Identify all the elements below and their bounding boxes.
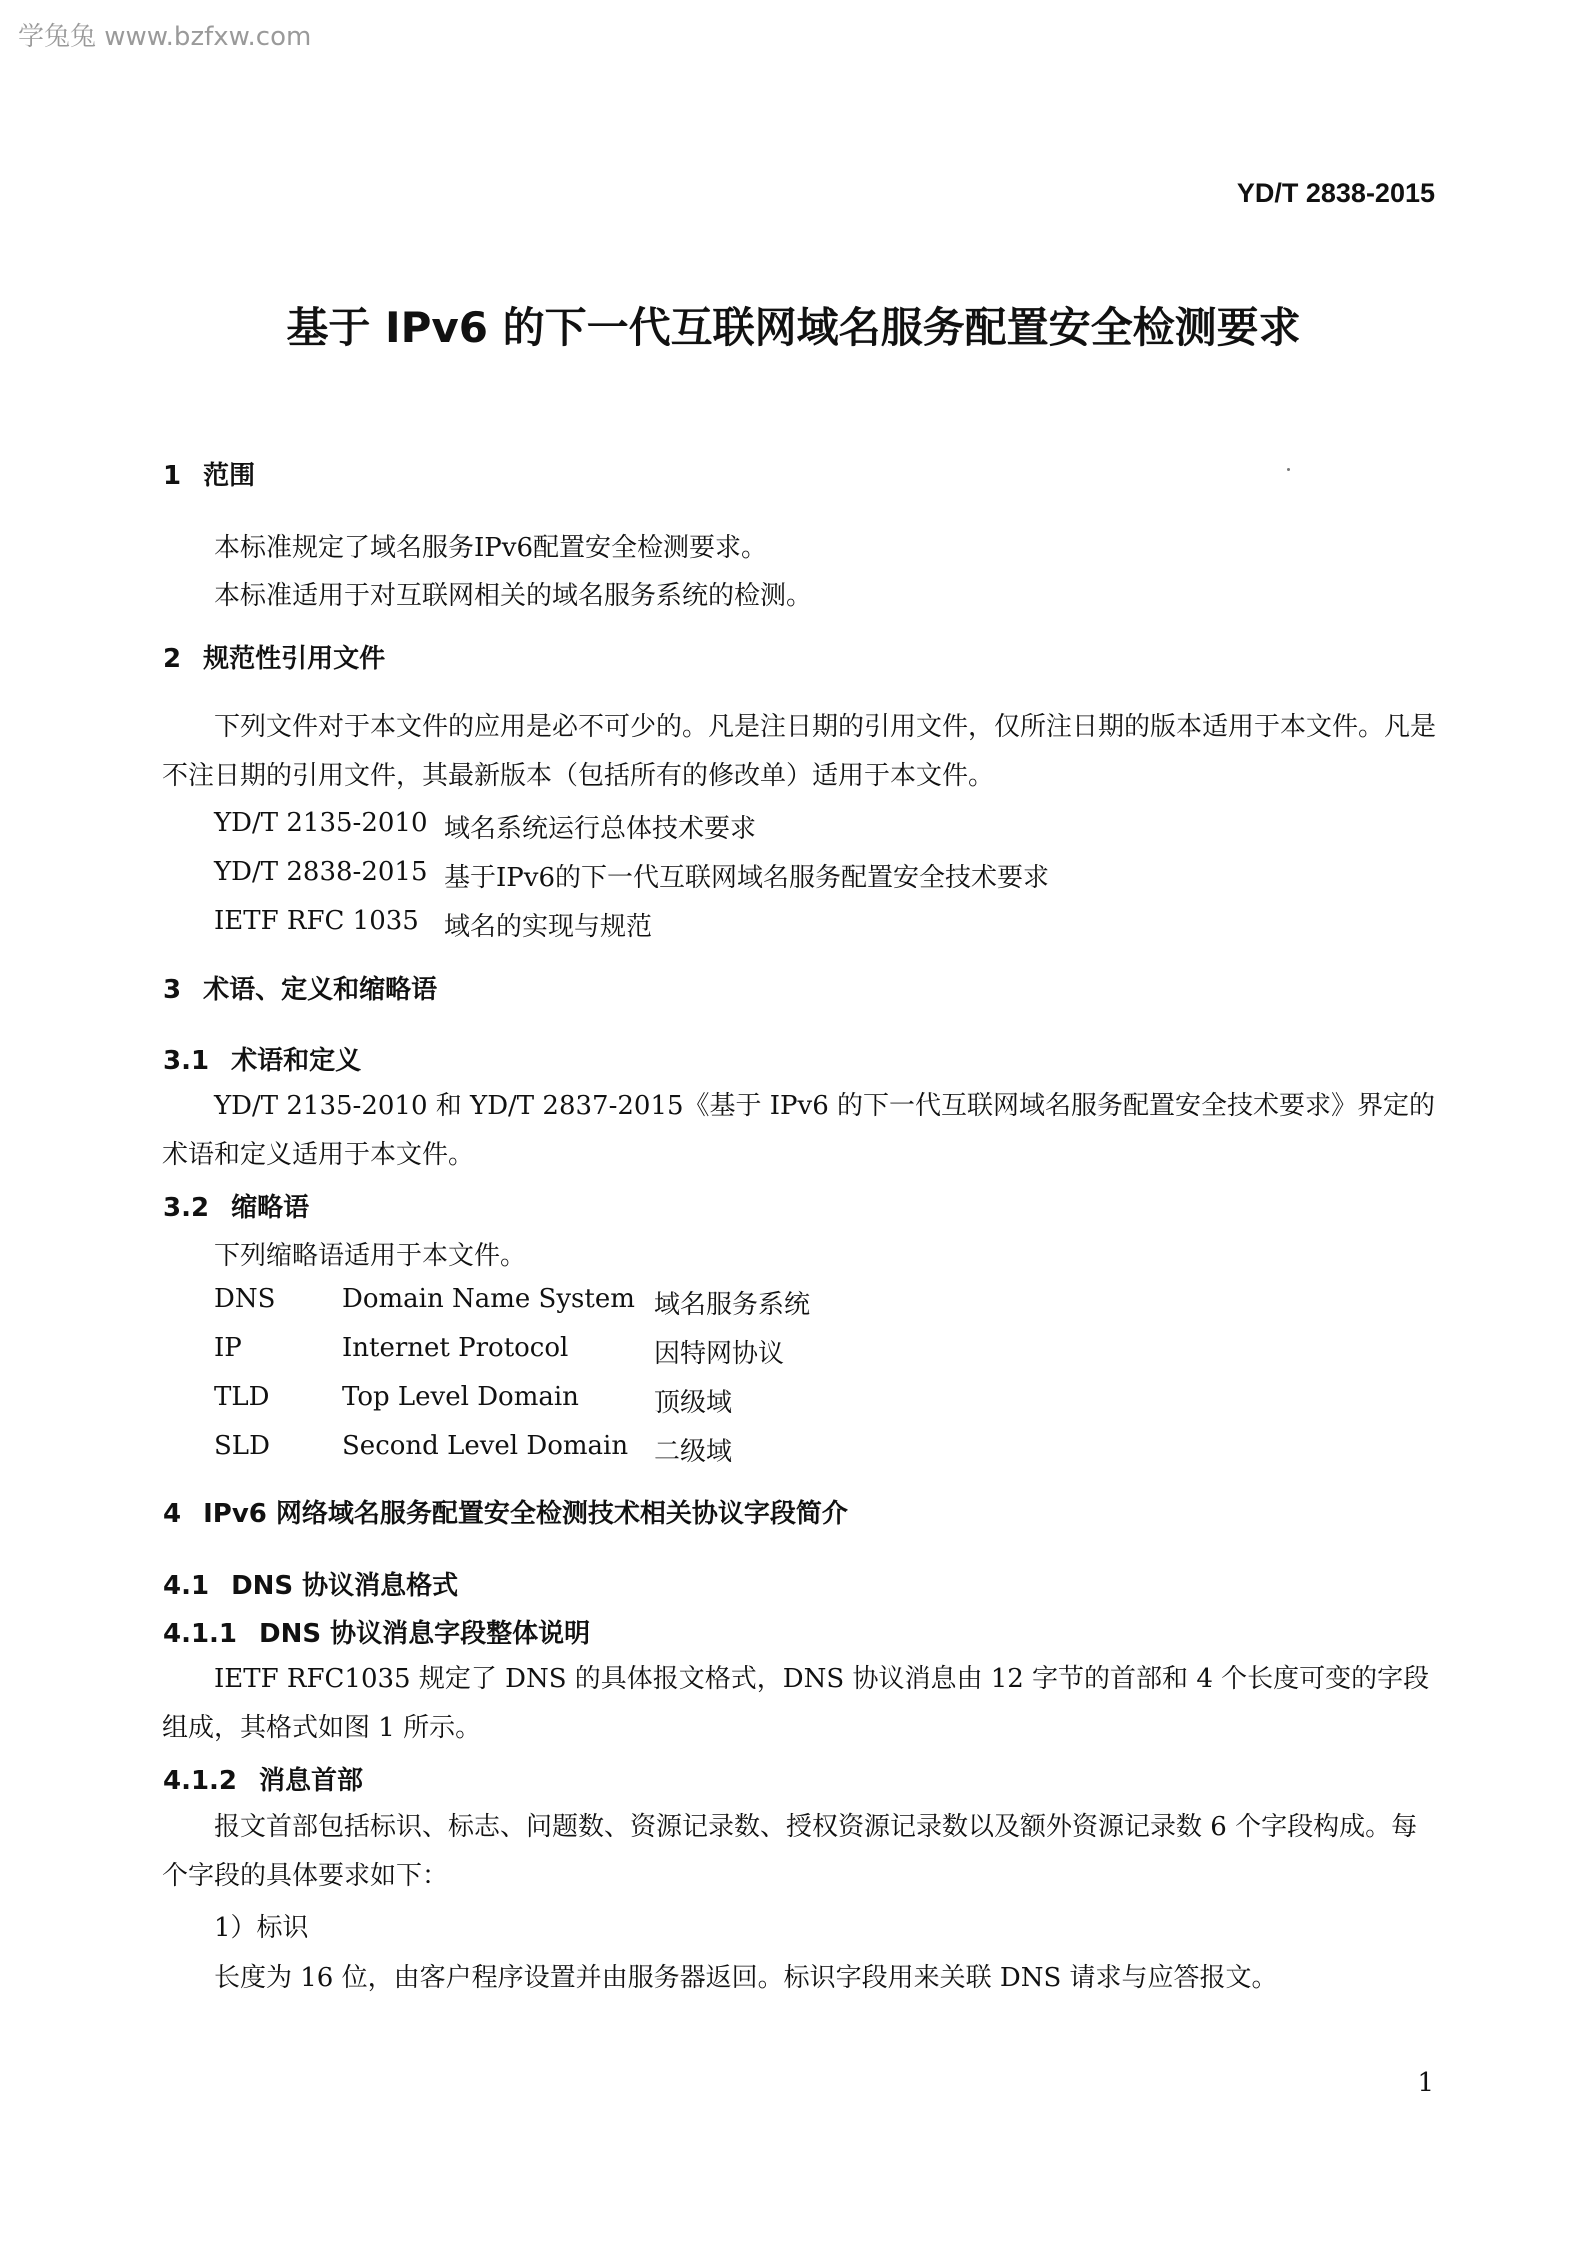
abbreviation-full: Second Level Domain — [342, 1431, 629, 1461]
section-3-2-heading — [163, 1187, 309, 1224]
section-3-heading — [163, 969, 437, 1006]
section-number: 4.1.1 — [163, 1619, 238, 1649]
paragraph: 报文首部包括标识、标志、问题数、资源记录数、授权资源记录数以及额外资源记录数 6 个字段构成。每个字段的具体要求如下： — [162, 1812, 1418, 1891]
section-number: 3.1 — [163, 1046, 210, 1076]
section-number: 4.1 — [163, 1571, 210, 1601]
section-number: 4.1.2 — [163, 1766, 238, 1796]
section-4-1-2-heading — [163, 1760, 363, 1797]
reference-title: 基于IPv6的下一代互联网域名服务配置安全技术要求 — [444, 863, 1049, 893]
standard-code: YD/T 2838-2015 — [1236, 178, 1435, 208]
section-4-heading — [163, 1493, 848, 1530]
section-title: IPv6 网络域名服务配置安全检测技术相关协议字段简介 — [203, 1499, 848, 1529]
abbreviation-cn: 域名服务系统 — [654, 1290, 811, 1320]
section-title: 消息首部 — [259, 1766, 364, 1796]
abbreviation-cn: 二级域 — [654, 1437, 733, 1467]
section-4-1-1-heading — [163, 1613, 590, 1650]
abbreviation: TLD — [214, 1382, 270, 1412]
section-1-heading — [163, 455, 255, 492]
reference-title: 域名的实现与规范 — [444, 912, 653, 942]
document-title: 基于 IPv6 的下一代互联网域名服务配置安全检测要求 — [286, 303, 1301, 352]
section-title: DNS 协议消息字段整体说明 — [259, 1619, 591, 1649]
section-3-1-heading — [163, 1040, 361, 1077]
abbreviation-cn: 顶级域 — [654, 1388, 733, 1418]
paragraph: IETF RFC1035 规定了 DNS 的具体报文格式，DNS 协议消息由 12 字节的首部和 4 个长度可变的字段组成，其格式如图 1 所示。 — [162, 1664, 1430, 1743]
section-title: 术语、定义和缩略语 — [203, 975, 438, 1005]
reference-code: YD/T 2838-2015 — [214, 857, 428, 887]
section-title: DNS 协议消息格式 — [231, 1571, 459, 1601]
section-title: 术语和定义 — [231, 1046, 362, 1076]
section-number: 3 — [163, 975, 182, 1005]
section-number: 3.2 — [163, 1193, 210, 1223]
section-number: 2 — [163, 644, 182, 674]
section-title: 范围 — [203, 461, 256, 491]
paragraph: 长度为 16 位，由客户程序设置并由服务器返回。标识字段用来关联 DNS 请求与应答报文。 — [214, 1963, 1278, 1993]
reference-code: YD/T 2135-2010 — [214, 808, 428, 838]
section-title: 缩略语 — [231, 1193, 310, 1223]
paragraph: YD/T 2135-2010 和 YD/T 2837-2015《基于 IPv6 的下一代互联网域名服务配置安全技术要求》界定的术语和定义适用于本文件。 — [162, 1091, 1436, 1170]
abbreviation: DNS — [214, 1284, 276, 1314]
section-4-1-heading — [163, 1565, 458, 1602]
paragraph: 本标准规定了域名服务IPv6配置安全检测要求。 — [214, 533, 767, 563]
abbreviation-cn: 因特网协议 — [654, 1339, 785, 1369]
reference-title: 域名系统运行总体技术要求 — [444, 814, 757, 844]
list-item: 1）标识 — [214, 1913, 309, 1943]
paragraph: 下列文件对于本文件的应用是必不可少的。凡是注日期的引用文件，仅所注日期的版本适用于本文件。凡是不注日期的引用文件，其最新版本（包括所有的修改单）适用于本文件。 — [162, 712, 1437, 791]
paragraph: 本标准适用于对互联网相关的域名服务系统的检测。 — [214, 581, 813, 611]
scan-speck — [1287, 468, 1290, 471]
section-title: 规范性引用文件 — [203, 644, 386, 674]
reference-code: IETF RFC 1035 — [214, 906, 419, 936]
abbreviation: SLD — [214, 1431, 270, 1461]
section-2-heading — [163, 638, 385, 675]
paragraph: 下列缩略语适用于本文件。 — [214, 1241, 527, 1271]
section-number: 4 — [163, 1499, 182, 1529]
abbreviation: IP — [214, 1333, 242, 1363]
abbreviation-full: Domain Name System — [342, 1284, 635, 1314]
abbreviation-full: Top Level Domain — [342, 1382, 579, 1412]
abbreviation-full: Internet Protocol — [342, 1333, 569, 1363]
watermark: 学兔兔 www.bzfxw.com — [18, 22, 312, 52]
section-number: 1 — [163, 461, 182, 491]
page-number: 1 — [1417, 2068, 1434, 2098]
